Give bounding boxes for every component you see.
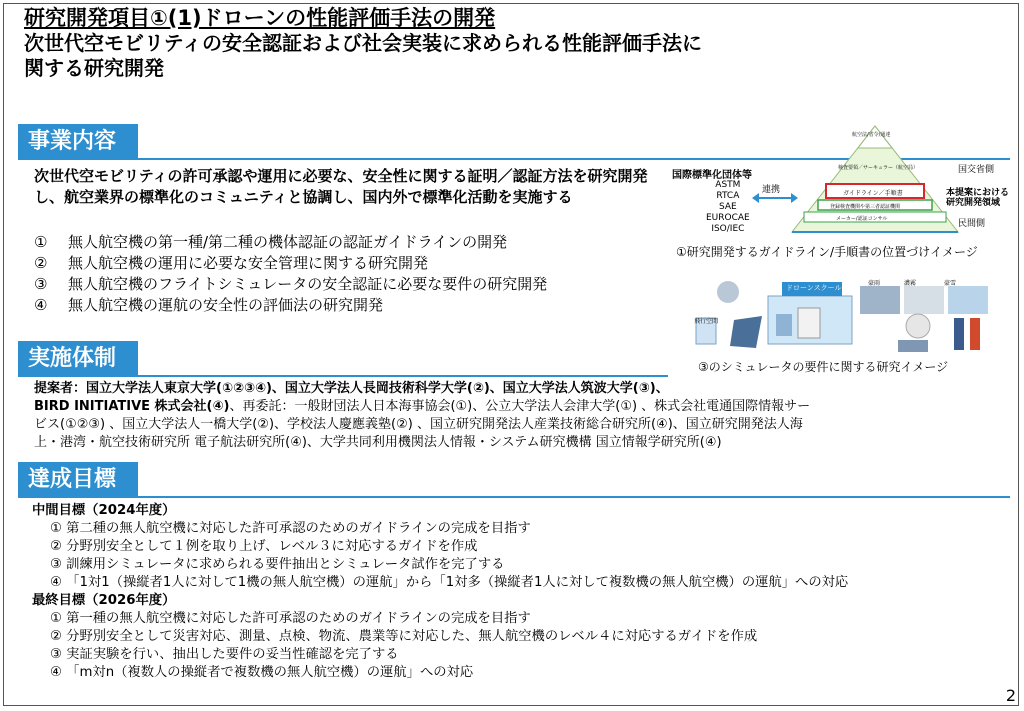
std-org-title: 国際標準化団体等 bbox=[672, 170, 752, 181]
business-intro: 次世代空モビリティの許可承認や運用に必要な、安全性に関する証明／認証方法を研究開発し、航空業界の標準化のコミュニティと協調し、国内外で標準化活動を実施する bbox=[34, 167, 648, 206]
std-org-list: ASTM RTCA SAE EUROCAE ISO/IEC bbox=[706, 180, 750, 234]
goals-block bbox=[32, 502, 848, 682]
list-item: ① 無人航空機の第一種/第二種の機体認証の認証ガイドラインの開発 bbox=[34, 233, 508, 251]
list-item: ① 第一種の無人航空機に対応した許可承認のためのガイドラインの完成を目指す bbox=[50, 611, 531, 626]
section-organization-divider bbox=[18, 375, 668, 377]
link-label: 連携 bbox=[762, 185, 781, 195]
list-item: ③ 無人航空機のフライトシミュレータの安全認証に必要な要件の研究開発 bbox=[34, 275, 548, 293]
title-line-3: 関する研究開発 bbox=[24, 56, 164, 80]
ministry-side-label: 国交省側 bbox=[958, 165, 995, 175]
business-item-list bbox=[34, 232, 547, 316]
weather-label-rain: 豪雨 bbox=[868, 280, 881, 287]
drone-label: 飛行空間 bbox=[694, 318, 719, 325]
section-organization-heading: 実施体制 bbox=[18, 341, 138, 377]
section-business-heading: 事業内容 bbox=[18, 124, 138, 160]
school-label: ドローンスクール bbox=[786, 284, 842, 292]
title-line-1: 研究開発項目①(1)ドローンの性能評価手法の開発 bbox=[24, 6, 496, 30]
section-goals-heading: 達成目標 bbox=[18, 462, 138, 498]
figure1-caption: ①研究開発するガイドライン/手順書の位置づけイメージ bbox=[676, 245, 978, 259]
drone-control-icon bbox=[690, 278, 768, 350]
research-area-label: 本提案における 研究開発領域 bbox=[946, 188, 1010, 208]
list-item: ① 第二種の無人航空機に対応した許可承認のためのガイドラインの完成を目指す bbox=[50, 521, 531, 536]
page-number: 2 bbox=[1005, 686, 1016, 705]
subcontract-line-3: 上・港湾・航空技術研究所 電子航法研究所(④)、大学共同利用機関法人情報・システム研究機構 国立情報学研究所(④) bbox=[34, 435, 722, 450]
mid-goal-title: 中間目標（2024年度） bbox=[32, 503, 176, 518]
final-goal-title: 最終目標（2026年度） bbox=[32, 593, 176, 608]
private-side-label: 民間側 bbox=[958, 219, 986, 229]
list-item: ② 分野別安全として１例を取り上げ、レベル３に対応するガイドを作成 bbox=[50, 539, 478, 554]
subcontract-line-1: BIRD INITIATIVE 株式会社(④)、再委託：一般財団法人日本海事協会(①)、公立大学法人会津大学(①) 、株式会社電通国際情報サー bbox=[34, 399, 811, 414]
list-item: ④ 「m対n（複数人の操縦者で複数機の無人航空機）の運航」への対応 bbox=[50, 665, 474, 680]
proposer-line: 提案者：国立大学法人東京大学(①②③④)、国立大学法人長岡技術科学大学(②)、国立大学法人筑波大学(③)、 bbox=[34, 381, 669, 396]
list-item: ② 分野別安全として災害対応、測量、点検、物流、農業等に対応した、無人航空機のレベル４に対応するガイドを作成 bbox=[50, 629, 758, 644]
weather-conditions-illustration bbox=[858, 278, 998, 356]
subcontract-line-2: ビス(①②③) 、国立大学法人一橋大学(②)、学校法人慶應義塾(②) 、国立研究開発法人産業技術総合研究所(④)、国立研究開発法人海 bbox=[34, 417, 803, 432]
pyramid-level-5: メーカー/認証コンサル bbox=[836, 216, 888, 222]
pyramid-level-2: 検査要領／サーキュラー（航空局） bbox=[838, 165, 919, 171]
pyramid-level-3: ガイドライン／手順書 bbox=[843, 190, 903, 197]
pyramid-level-4: 登録検査機関や第三者認証機関 bbox=[830, 204, 901, 210]
section-goals-divider bbox=[18, 496, 1010, 498]
list-item: ④ 無人航空機の運航の安全性の評価法の研究開発 bbox=[34, 296, 384, 314]
list-item: ② 無人航空機の運用に必要な安全管理に関する研究開発 bbox=[34, 254, 429, 272]
list-item: ③ 訓練用シミュレータに求められる要件抽出とシミュレータ試作を完了する bbox=[50, 557, 505, 572]
weather-label-fog: 濃霧 bbox=[904, 280, 917, 287]
list-item: ③ 実証実験を行い、抽出した要件の妥当性確認を完了する bbox=[50, 647, 399, 662]
list-item: ④ 「1対1（操縦者1人に対して1機の無人航空機）の運航」から「1対多（操縦者1人に対して複数機の無人航空機）の運航」への対応 bbox=[50, 575, 849, 590]
weather-label-snow: 豪雪 bbox=[944, 280, 957, 287]
pyramid-level-1: 航空法/省令/通達 bbox=[852, 132, 891, 138]
title-line-2: 次世代空モビリティの安全認証および社会実装に求められる性能評価手法に bbox=[24, 31, 702, 55]
slide-title bbox=[24, 6, 924, 81]
figure2-caption: ③のシミュレータの要件に関する研究イメージ bbox=[698, 360, 949, 374]
